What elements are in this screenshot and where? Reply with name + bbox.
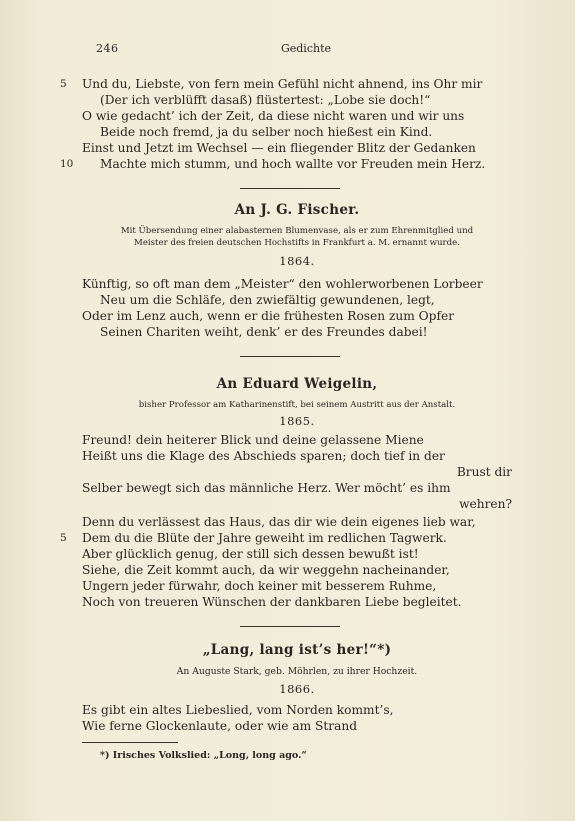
poem-dedication: Meister des freien deutschen Hochstifts in Frankfurt a. M. ernannt wurde. [134,238,460,248]
running-title: Gedichte [280,42,332,55]
verse-line: Seinen Chariten weiht, denk’ er des Freundes dabei! [100,325,428,339]
verse-line: O wie gedacht’ ich der Zeit, da diese nicht waren und wir uns [82,109,465,123]
poem-dedication: Mit Übersendung einer alabasternen Blumenvase, als er zum Ehrenmitglied und [120,226,474,236]
verse-line: Dem du die Blüte der Jahre geweiht im redlichen Tagwerk. [82,531,447,545]
verse-line: Neu um die Schläfe, den zwiefältig gewundenen, legt, [100,293,435,307]
poem-year: 1864. [279,254,315,268]
verse-line: Es gibt ein altes Liebeslied, vom Norden kommt’s, [82,703,394,717]
verse-line: Selber bewegt sich das männliche Herz. Wer möcht’ es ihm [82,481,451,495]
page-header [96,42,516,58]
verse-line: Beide noch fremd, ja du selber noch hießest ein Kind. [100,125,433,139]
verse-line: Heißt uns die Klage des Abschieds sparen; doch tief in der [82,449,445,463]
verse-line-runover: Brust dir [456,465,512,479]
poem-title: An J. G. Fischer. [234,202,360,218]
footnote: *) Irisches Volkslied: „Long, long ago.“ [100,750,307,761]
poem-dedication: bisher Professor am Katharinenstift, bei seinem Austritt aus der Anstalt. [138,400,456,410]
poem-year: 1865. [279,414,315,428]
verse-line: Siehe, die Zeit kommt auch, da wir weggehn nacheinander, [82,563,450,577]
line-number: 5 [60,78,67,90]
verse-line: Ungern jeder fürwahr, doch keiner mit besserem Ruhme, [82,579,437,593]
poem-title: „Lang, lang ist’s her!“*) [202,642,392,658]
section-divider [240,188,340,189]
footnote-rule [82,742,178,743]
verse-line: Freund! dein heiterer Blick und deine gelassene Miene [82,433,424,447]
verse-line: Wie ferne Glockenlaute, oder wie am Strand [82,719,358,733]
verse-line: Einst und Jetzt im Wechsel — ein fliegender Blitz der Gedanken [82,141,476,155]
verse-line-runover: wehren? [459,497,512,511]
poem-title: An Eduard Weigelin, [216,376,378,392]
section-divider [240,356,340,357]
verse-line: Oder im Lenz auch, wenn er die frühesten Rosen zum Opfer [82,309,455,323]
verse-line: Künftig, so oft man dem „Meister“ den wohlerworbenen Lorbeer [82,277,483,291]
verse-line: Machte mich stumm, und hoch wallte vor Freuden mein Herz. [100,157,486,171]
verse-line: (Der ich verblüfft dasaß) flüstertest: „Lobe sie doch!“ [100,93,431,107]
verse-line: Aber glücklich genug, der still sich dessen bewußt ist! [82,547,419,561]
verse-line: Noch von treueren Wünschen der dankbaren Liebe begleitet. [82,595,462,609]
section-divider [240,626,340,627]
poem-dedication: An Auguste Stark, geb. Möhrlen, zu ihrer Hochzeit. [176,666,418,677]
line-number: 10 [60,158,74,170]
line-number: 5 [60,532,67,544]
verse-line: Und du, Liebste, von fern mein Gefühl nicht ahnend, ins Ohr mir [82,77,483,91]
poem-year: 1866. [279,682,315,696]
verse-line: Denn du verlässest das Haus, das dir wie dein eigenes lieb war, [82,515,476,529]
page-number: 246 [96,42,119,55]
